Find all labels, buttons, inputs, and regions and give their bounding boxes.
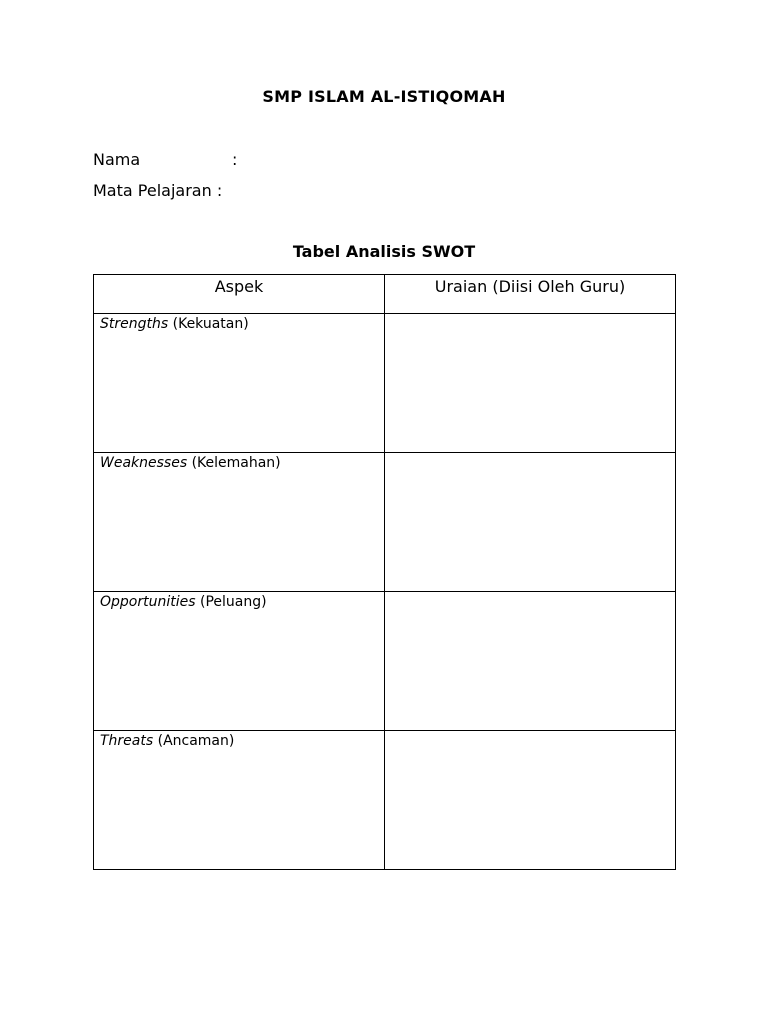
aspect-translation: (Peluang) xyxy=(195,594,267,610)
header-uraian: Uraian (Diisi Oleh Guru) xyxy=(385,275,676,314)
table-row-threats xyxy=(94,731,676,870)
mata-pelajaran-label: Mata Pelajaran xyxy=(93,181,212,200)
school-name-heading: SMP ISLAM AL-ISTIQOMAH xyxy=(262,87,506,106)
swot-table xyxy=(93,274,676,870)
nama-colon: : xyxy=(232,150,238,169)
table-row-opportunities xyxy=(94,592,676,731)
table-row-weaknesses xyxy=(94,453,676,592)
nama-field xyxy=(93,150,237,169)
table-title: Tabel Analisis SWOT xyxy=(292,242,476,261)
aspect-translation: (Kelemahan) xyxy=(187,455,281,471)
mata-pelajaran-colon: : xyxy=(216,181,223,200)
table-row-strengths xyxy=(94,314,676,453)
aspect-translation: (Ancaman) xyxy=(153,733,235,749)
uraian-cell-threats[interactable] xyxy=(385,731,676,870)
aspect-term: Opportunities xyxy=(100,594,196,610)
aspect-cell-weaknesses xyxy=(94,453,385,592)
mata-pelajaran-field xyxy=(93,181,222,200)
aspect-term: Weaknesses xyxy=(100,455,188,471)
uraian-cell-strengths[interactable] xyxy=(385,314,676,453)
aspect-cell-strengths xyxy=(94,314,385,453)
uraian-cell-opportunities[interactable] xyxy=(385,592,676,731)
aspect-translation: (Kekuatan) xyxy=(168,316,249,332)
aspect-term: Strengths xyxy=(100,316,169,332)
aspect-cell-opportunities xyxy=(94,592,385,731)
aspect-term: Threats xyxy=(100,733,154,749)
table-header-row xyxy=(94,275,676,314)
uraian-cell-weaknesses[interactable] xyxy=(385,453,676,592)
aspect-cell-threats xyxy=(94,731,385,870)
header-aspek: Aspek xyxy=(94,275,385,314)
nama-label: Nama xyxy=(93,150,141,169)
